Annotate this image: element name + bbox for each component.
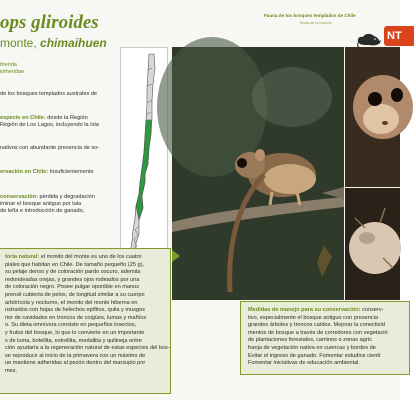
taxonomy xyxy=(0,62,24,76)
mouse-silhouette-icon xyxy=(356,28,382,48)
distribution-text-1: desde la Región xyxy=(47,115,88,121)
threats-line-3: de leña e introducción de ganado, xyxy=(0,208,85,214)
natural-history-line: rior de cavidades en troncos de coigües, lumas y mañíos xyxy=(5,314,147,321)
distribution-label: especie en Chile: xyxy=(0,115,46,121)
threats-label: conservación: xyxy=(0,194,38,200)
natural-history-line: piales que habitan en Chile. De tamaño pequeño (25 g), xyxy=(5,261,145,268)
management-line: Evitar el ingreso de ganado. Fomentar estudios cientí xyxy=(248,352,381,359)
natural-history-line: nstruidos con hojas de helechos epífitos, quila y musgos xyxy=(5,307,145,314)
distribution-map xyxy=(120,47,168,275)
management-line: Medidas de manejo para su conservación: conserv- xyxy=(248,307,384,313)
natural-history-line: ción ayudaría a la regeneración natural de estas especies del bos- xyxy=(5,345,170,352)
management-line: tivo, especialmente el bosque antiguo con presencia xyxy=(248,314,378,321)
main-photo-monito-del-monte xyxy=(172,47,344,300)
habitat-line: nativos con abundante presencia de so- xyxy=(0,145,100,151)
natural-history-label: toria natural: xyxy=(5,254,40,260)
distribution-line-2: Región de Los Lagos, incluyendo la Isla xyxy=(0,122,99,128)
common-names xyxy=(0,36,107,50)
family-label: iotheridae xyxy=(0,69,25,75)
series-title: Fauna de los bosques templados de Chile xyxy=(264,13,356,18)
natural-history-panel xyxy=(0,248,171,394)
natural-history-text xyxy=(5,254,171,376)
photo-hibernating xyxy=(345,188,400,300)
status-line xyxy=(0,169,94,176)
status-label: ervación en Chile: xyxy=(0,169,49,175)
threats-line-2: iminar el bosque antiguo por tala xyxy=(0,201,82,207)
management-line: franja de vegetación nativa en cuencas y bordes de xyxy=(248,344,376,351)
common-name-2: chimaihuen xyxy=(40,36,107,50)
status-value: Insuficientemente xyxy=(49,169,94,175)
natural-history-line: de coloración negro. Posee pulgar oponible en manos xyxy=(5,284,140,291)
photo-face-closeup xyxy=(345,47,400,187)
management-panel xyxy=(240,301,410,375)
management-line: de plantaciones forestales, caminos o zonas agríc xyxy=(248,337,373,344)
natural-history-line: redondeadas orejas, y grandes ojos rodeados por una xyxy=(5,276,140,283)
order-label: therida xyxy=(0,62,17,68)
natural-history-line: s de luma, botellita, estrellita, medallita y quilineja entre xyxy=(5,337,142,344)
threats-text-1: pérdida y degradación xyxy=(39,194,95,200)
natural-history-line: prensil cubierta de pelos, de longitud similar a su cuerpo xyxy=(5,291,145,298)
management-label: Medidas de manejo para su conservación: xyxy=(248,307,361,313)
distribution-line-1 xyxy=(0,115,88,122)
status-badge: NT xyxy=(384,26,414,46)
series-subtitle: fichas de la especie xyxy=(300,21,332,25)
natural-history-line: arbórícola y nocturno, el monito del monte hiberna en xyxy=(5,299,138,306)
natural-history-line: o. Su dieta omnívora consiste en pequeños insectos, xyxy=(5,322,137,329)
management-text xyxy=(248,307,416,368)
natural-history-line: su pelaje denso y de coloración pardo oscuro, además xyxy=(5,269,141,276)
scientific-name: ops gliroides xyxy=(0,12,99,33)
natural-history-line: ue mantiene adheridas al pezón dentro del marsupio por xyxy=(5,360,146,367)
natural-history-line: mes. xyxy=(5,367,18,374)
panel-pointer xyxy=(172,250,180,262)
management-line: grandes árboles y troncos caídos. Mejorar la conectivid xyxy=(248,322,385,329)
natural-history-line: se reproducir al inicio de la primavera con un máximo de xyxy=(5,352,146,359)
natural-history-line: toria natural: el monito del monte es uno de los cuatro xyxy=(5,254,142,260)
distribution-intro: de los bosques templados australes de xyxy=(0,91,98,97)
hibernating-illustration xyxy=(345,188,400,300)
face-closeup-illustration xyxy=(345,47,400,187)
management-line: mentos de bosque a través de corredores con vegetació xyxy=(248,329,388,336)
management-line: Fomentar iniciativas de educación ambiental. xyxy=(248,360,360,367)
threats-line-1 xyxy=(0,194,95,201)
monito-del-monte-illustration xyxy=(172,47,344,300)
natural-history-line: y frutos del bosque, lo que lo convierte en un importante xyxy=(5,329,145,336)
common-name-1: monte, xyxy=(0,36,37,50)
